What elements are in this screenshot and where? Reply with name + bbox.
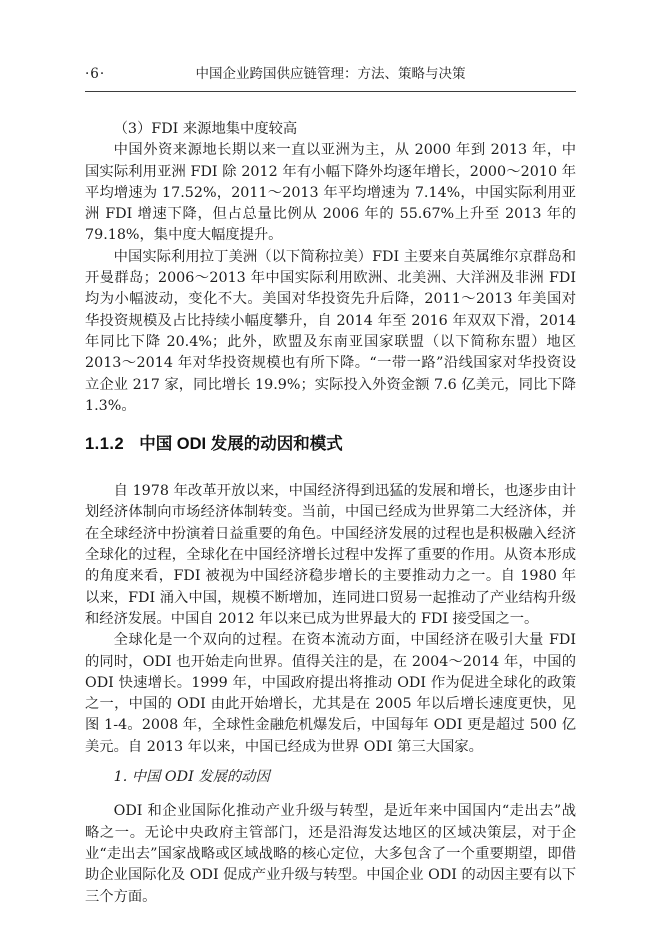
running-title: 中国企业跨国供应链管理：方法、策略与决策	[195, 66, 466, 82]
paragraph-globalization: 全球化是一个双向的过程。在资本流动方面，中国经济在吸引大量 FDI 的同时，ODI 也开始走向世界。值得关注的是，在 2004～2014 年，中国的 ODI 快速增长。1999 年，中国政府提出将推动 ODI 作为促进全球化的政策之一，中国的 ODI 由此开始增长，尤其是在 2005 年以后增长速度更快，见图 1-4。2008 年，全球性金融危机爆发后，中国每年 ODI 更是超过 500 亿美元。自 2013 年以来，中国已经成为世界 ODI 第三大国家。	[85, 632, 576, 755]
item-heading: （3）FDI 来源地集中度较高	[113, 121, 298, 137]
section-heading	[85, 434, 576, 455]
paragraph-fdi-asia: 中国外资来源地长期以来一直以亚洲为主，从 2000 年到 2013 年，中国实际利用亚洲 FDI 除 2012 年有小幅下降外均逐年增长，2000～2010 年平均增速为 17.52%，2011～2013 年平均增速为 7.14%，中国实际利用亚洲 FDI 增速下降，但占总量比例从 2006 年的 55.67%上升至 2013 年的 79.18%，集中度大幅度提升。	[85, 142, 576, 244]
paragraph-odi-motive: ODI 和企业国际化推动产业升级与转型，是近年来中国国内“走出去”战略之一。无论中央政府主管部门，还是沿海发达地区的区域决策层，对于企业“走出去”国家战略或区域战略的核心定位，大多包含了一个重要期望，即借助企业国际化及 ODI 促成产业升级与转型。中国企业 ODI 的动因主要有以下三个方面。	[85, 803, 576, 905]
sub-heading: 1. 中国 ODI 发展的动因	[113, 769, 270, 786]
page-body	[85, 119, 576, 908]
section-number: 1.1.2	[85, 435, 125, 454]
section-title: 中国 ODI 发展的动因和模式	[139, 435, 343, 454]
paragraph-reform: 自 1978 年改革开放以来，中国经济得到迅猛的发展和增长，也逐步由计划经济体制向市场经济体制转变。当前，中国已经成为世界第二大经济体，并在全球经济中扮演着日益重要的角色。中国经济发展的过程也是积极融入经济全球化的过程，全球化在中国经济增长过程中发挥了重要的作用。从资本形成的角度来看，FDI 被视为中国经济稳步增长的主要推动力之一。自 1980 年以来，FDI 涌入中国，规模不断增加，连同进口贸易一起推动了产业结构升级和经济发展。中国自 2012 年以来已成为世界最大的 FDI 接受国之一。	[85, 483, 576, 627]
paragraph-fdi-latin: 中国实际利用拉丁美洲（以下简称拉美）FDI 主要来自英属维尔京群岛和开曼群岛；2006～2013 年中国实际利用欧洲、北美洲、大洋洲及非洲 FDI 均为小幅波动，变化不大。美国对华投资先升后降，2011～2013 年美国对华投资规模及占比持续小幅度攀升，自 2014 年至 2016 年双双下滑，2014 年同比下降 20.4%；此外，欧盟及东南亚国家联盟（以下简称东盟）地区 2013～2014 年对华投资规模也有所下降。“一带一路”沿线国家对华投资设立企业 217 家，同比增长 19.9%；实际投入外资金额 7.6 亿美元，同比下降 1.3%。	[85, 248, 576, 414]
page-number: ·6·	[85, 66, 106, 82]
page-header	[85, 66, 576, 92]
